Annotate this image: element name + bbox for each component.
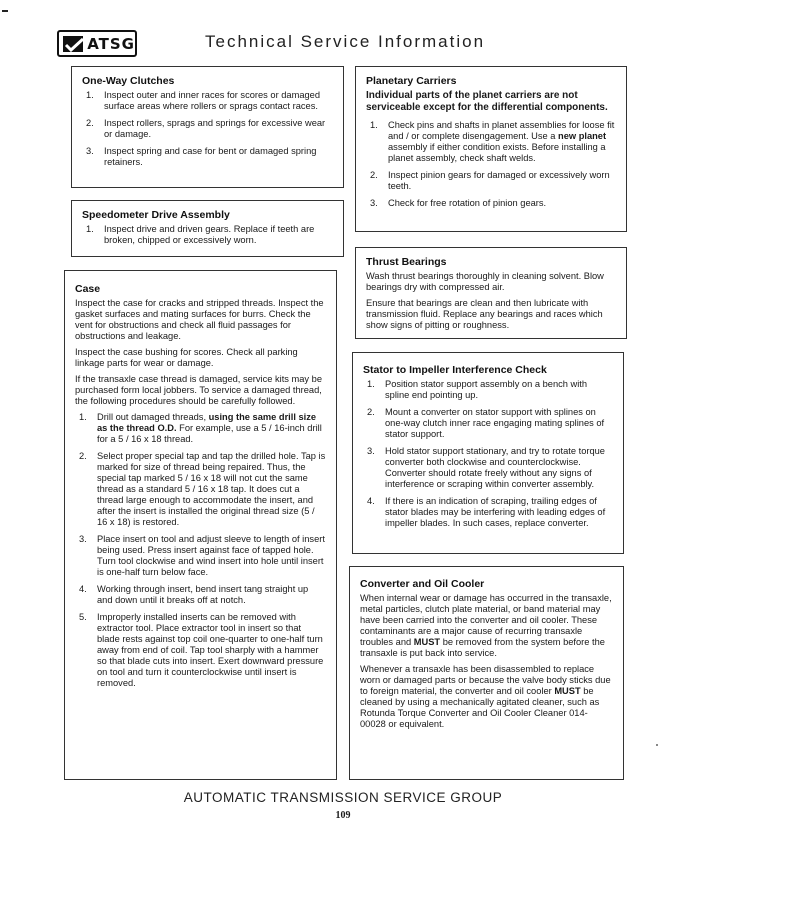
list-item: 1. Inspect outer and inner races for scores or damaged surface areas where rollers or sprags contact races. xyxy=(86,90,321,111)
page-title: Technical Service Information xyxy=(205,32,486,51)
section-heading: Case xyxy=(75,283,101,295)
list-item: 3. Inspect spring and case for bent or damaged spring retainers. xyxy=(86,146,317,167)
section-heading: Speedometer Drive Assembly xyxy=(82,209,230,221)
list-item: 2. Inspect rollers, sprags and springs for excessive wear or damage. xyxy=(86,118,326,139)
section-heading: One-Way Clutches xyxy=(82,75,175,87)
list-item: 1. Position stator support assembly on a bench with spline end pointing up. xyxy=(367,379,588,400)
list-item: 3. Hold stator support stationary, and try to rotate torque converter both clockwise and counterclockwise. Converter should rotate freely without any signs of interference or scraping within converter assembly. xyxy=(367,446,605,489)
paragraph: Ensure that bearings are clean and then lubricate with transmission fluid. Replace any bearings and races which show signs of pitting or roughness. xyxy=(366,298,603,330)
section-heading: Thrust Bearings xyxy=(366,256,447,268)
scan-mark xyxy=(2,10,8,12)
list-item: 2. Mount a converter on stator support with splines on one-way clutch inner race engaging mating splines of stator support. xyxy=(367,407,605,439)
stator-interference-section xyxy=(352,352,624,554)
list-item: 1. Drill out damaged threads, using the same drill size as the thread O.D. For example, use a 5 / 16-inch drill for a 5 / 16 x 18 thread. xyxy=(79,412,322,444)
paragraph: If the transaxle case thread is damaged, service kits may be purchased form local jobbers. To service a damaged thread, the following procedures should be carefully followed. xyxy=(75,374,323,406)
case-section xyxy=(64,270,337,780)
list-item: 5. Improperly installed inserts can be removed with extractor tool. Place extractor tool in insert so that blade rests against top coil one-quarter to one-half turn away from end of coil. Tap tool sharply with a hammer so that blade cuts into insert. Exert downward pressure on tool and turn it counterclockwise until insert is removed. xyxy=(79,612,324,688)
scan-speck xyxy=(656,744,658,746)
list-item: 4. Working through insert, bend insert tang straight up and down until it breaks off at notch. xyxy=(79,584,309,605)
section-heading: Planetary Carriers xyxy=(366,75,457,87)
one-way-clutches-section xyxy=(71,66,344,188)
paragraph: Inspect the case for cracks and stripped threads. Inspect the gasket surfaces and mating surfaces for burrs. Check the vent for obstructions and check all fluid passages for obstructions and leakage. xyxy=(75,298,324,341)
paragraph: Inspect the case bushing for scores. Check all parking linkage parts for wear or damage. xyxy=(75,347,298,368)
footer-group-name: AUTOMATIC TRANSMISSION SERVICE GROUP xyxy=(183,790,503,805)
paragraph: Wash thrust bearings thoroughly in cleaning solvent. Blow bearings dry with compressed air. xyxy=(366,271,604,292)
list-item: 4. If there is an indication of scraping, trailing edges of stator blades may be interfering with leading edges of impeller blades. In such cases, replace converter. xyxy=(367,496,606,528)
planetary-carriers-section xyxy=(355,66,627,232)
section-heading: Stator to Impeller Interference Check xyxy=(363,364,547,376)
list-item: 1. Inspect drive and driven gears. Replace if teeth are broken, chipped or excessively worn. xyxy=(86,224,315,245)
logo-text: ATSG xyxy=(87,34,135,53)
list-item: 3. Place insert on tool and adjust sleeve to length of insert being used. Press insert against face of tapped hole. Turn tool clockwise and wind insert into hole until insert is one-half turn below face. xyxy=(79,534,325,577)
list-item: 1. Check pins and shafts in planet assemblies for loose fit and / or complete disengagement. Use a new planet assembly if either condition exists. Before installing a planet assembly, check shaft welds. xyxy=(370,120,615,163)
list-item: 3. Check for free rotation of pinion gears. xyxy=(370,198,547,208)
paragraph: When internal wear or damage has occurred in the transaxle, metal particles, clutch plate material, or band material may have been carried into the converter and oil cooler. These contaminants are a major cause of recurring transaxle troubles and MUST be removed from the system before the transaxle is put back into service. xyxy=(360,593,612,658)
atsg-logo xyxy=(57,30,137,57)
speedometer-drive-section xyxy=(71,200,344,257)
converter-oil-cooler-section xyxy=(349,566,624,780)
page-number: 109 xyxy=(335,810,351,821)
section-heading: Converter and Oil Cooler xyxy=(360,578,485,590)
checkmark-icon xyxy=(63,36,83,52)
thrust-bearings-section xyxy=(355,247,627,339)
list-item: 2. Inspect pinion gears for damaged or excessively worn teeth. xyxy=(370,170,610,191)
list-item: 2. Select proper special tap and tap the drilled hole. Tap is marked for size of thread being repaired. Thus, the special tap marked 5 / 16 x 18 will not cut the same thread as a standard 5 / 16 x 18 tap. It does cut a thread large enough to accommodate the insert, and after the insert is installed the original thread size (5 / 16 x 18) is restored. xyxy=(79,451,326,527)
paragraph: Whenever a transaxle has been disassembled to replace worn or damaged parts or because the valve body sticks due to foreign material, the converter and oil cooler MUST be cleaned by using a mechanically agitated cleaner, such as Rotunda Torque Converter and Oil Cooler Cleaner 014-00028 or equivalent. xyxy=(360,664,611,729)
lead-note: Individual parts of the planet carriers are not serviceable except for the differential components. xyxy=(366,90,608,113)
